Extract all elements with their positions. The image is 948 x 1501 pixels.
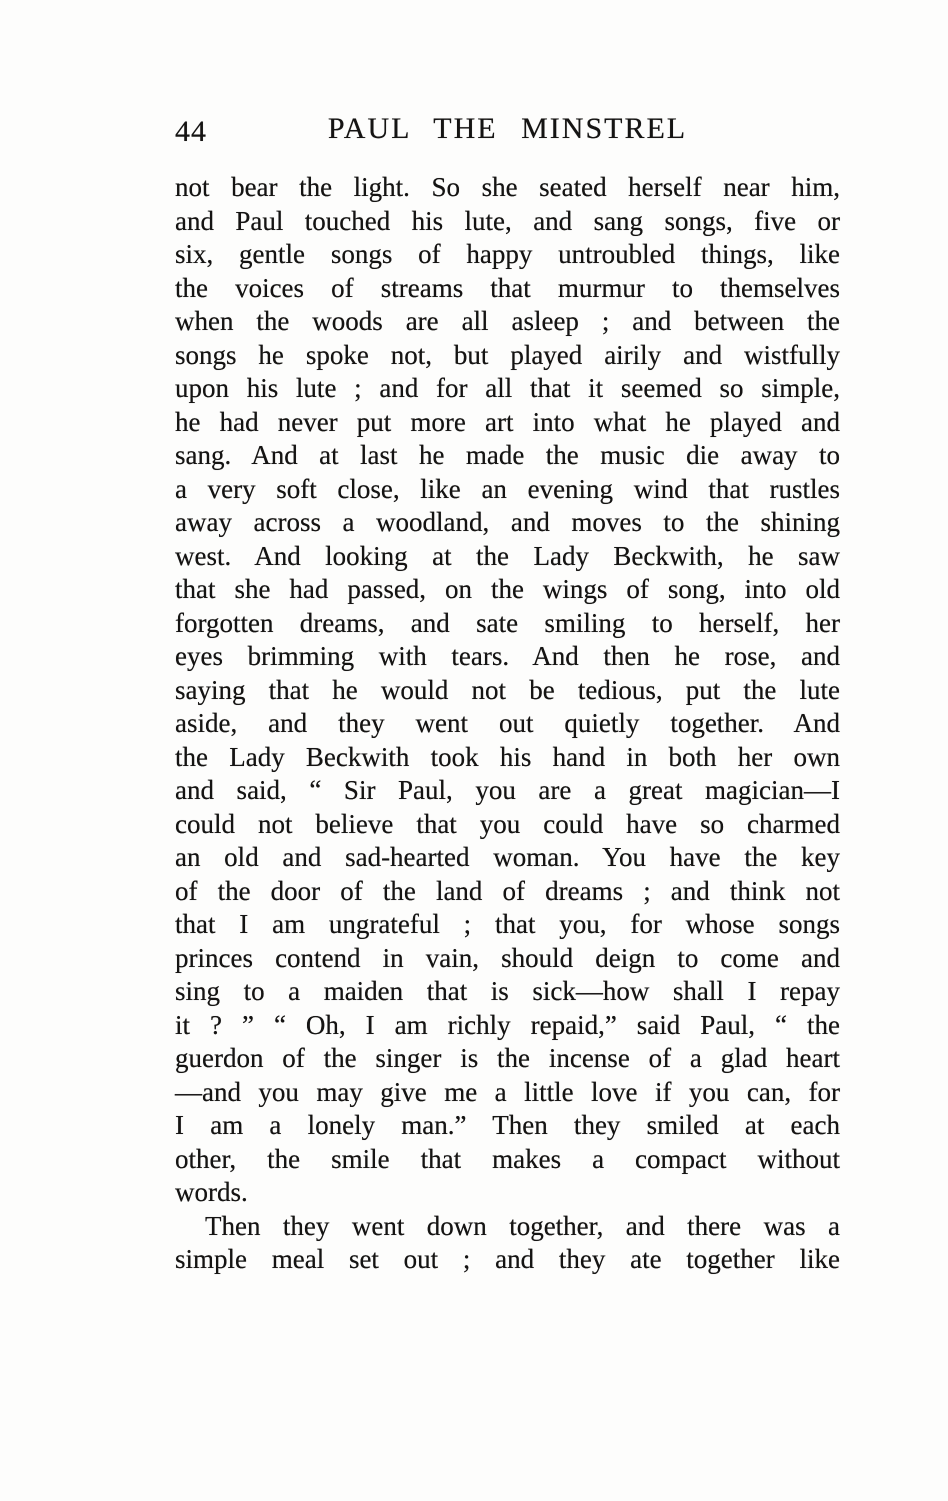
text-line: guerdon of the singer is the incense of a glad heart [175,1043,840,1073]
text-line: words. [175,1177,248,1207]
text-line: —and you may give me a little love if you can, for [175,1076,840,1107]
page-header [175,112,840,148]
text-line: sang. And at last he made the music die away to [175,440,840,470]
text-line: that I am ungrateful ; that you, for whose songs [175,909,840,939]
text-line: Then they went down together, and there was a [205,1210,840,1241]
text-line: the voices of streams that murmur to themselves [175,272,840,303]
text-line: princes contend in vain, should deign to come and [175,942,840,973]
text-line: upon his lute ; and for all that it seemed so simple, [175,373,840,403]
text-line: sing to a maiden that is sick—how shall I repay [175,976,840,1006]
text-line: eyes brimming with tears. And then he rose, and [175,641,840,671]
text-line: and said, “ Sir Paul, you are a great magician—I [175,775,840,805]
text-line: and Paul touched his lute, and sang songs, five or [175,205,840,236]
text-line: other, the smile that makes a compact without [175,1143,840,1174]
text-line: saying that he would not be tedious, put the lute [175,674,840,705]
text-line: aside, and they went out quietly together. And [175,708,840,738]
text-line: he had never put more art into what he played and [175,406,840,437]
text-line: west. And looking at the Lady Beckwith, he saw [175,540,840,571]
text-line: forgotten dreams, and sate smiling to herself, her [175,607,840,638]
text-line: the Lady Beckwith took his hand in both her own [175,741,840,772]
text-line: of the door of the land of dreams ; and think not [175,875,840,906]
text-line: away across a woodland, and moves to the shining [175,507,840,537]
text-line: simple meal set out ; and they ate together like [175,1244,840,1274]
text-line: six, gentle songs of happy untroubled things, like [175,239,840,269]
text-line: an old and sad-hearted woman. You have the key [175,842,840,872]
text-line: when the woods are all asleep ; and between the [175,306,840,336]
text-line: could not believe that you could have so charmed [175,808,840,839]
text-line: not bear the light. So she seated herself near him, [175,172,840,202]
text-line: songs he spoke not, but played airily and wistfully [175,339,840,370]
text-line: a very soft close, like an evening wind that rustles [175,473,840,504]
text-line: it ? ” “ Oh, I am richly repaid,” said Paul, “ the [175,1009,840,1040]
page-number: 44 [175,115,207,148]
running-title: PAUL THE MINSTREL [327,112,688,145]
text-block [175,171,840,1277]
text-line: I am a lonely man.” Then they smiled at each [175,1110,840,1140]
text-line: that she had passed, on the wings of song, into old [175,574,840,604]
